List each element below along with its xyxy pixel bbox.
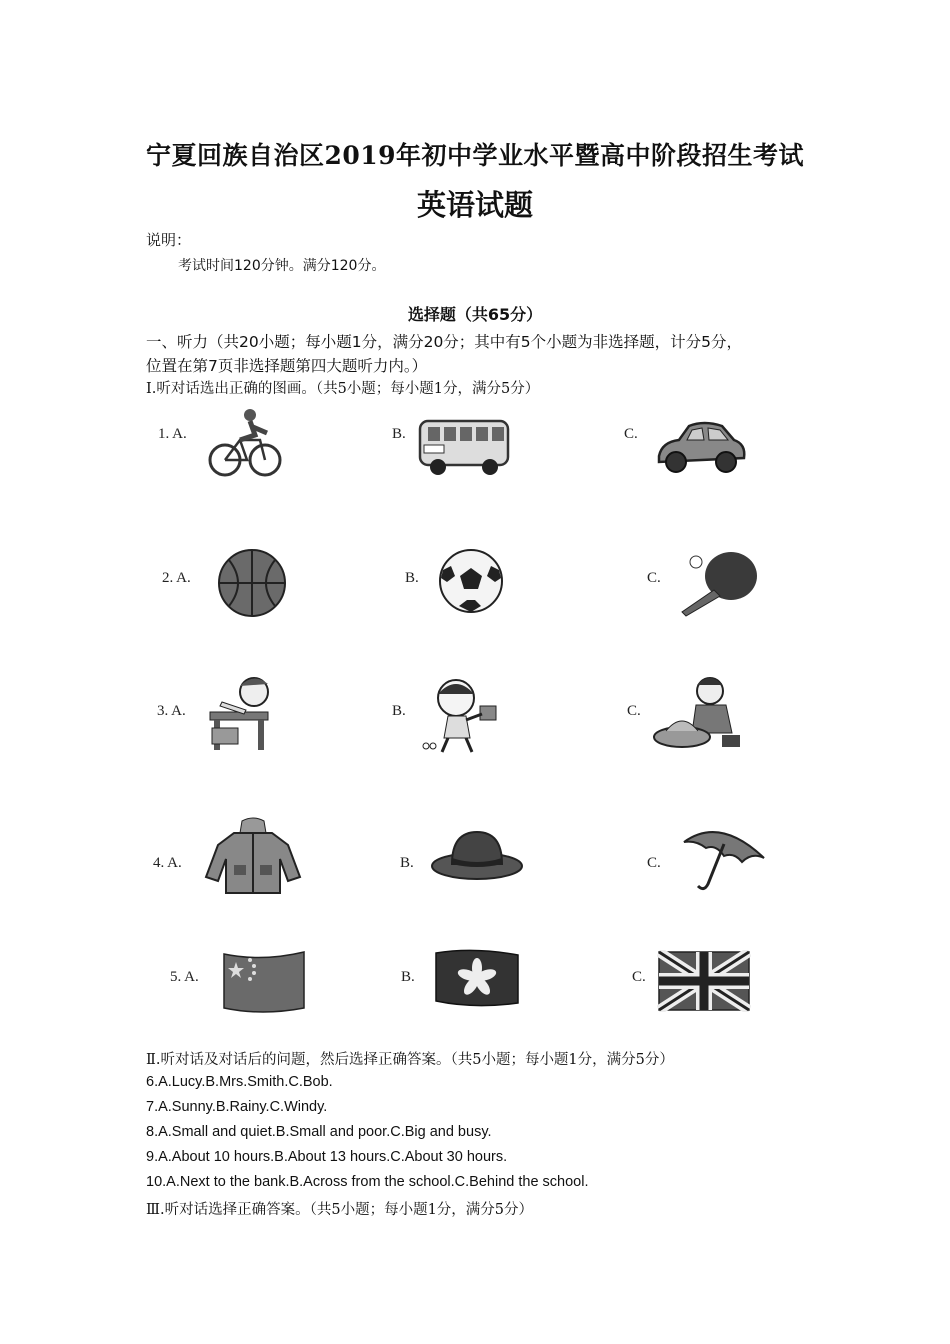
q1-label-c: C. — [624, 426, 638, 442]
q2-label-b: B. — [405, 570, 419, 586]
q4-label-b: B. — [400, 855, 414, 871]
bus-icon — [418, 415, 513, 477]
q3-label-c: C. — [627, 703, 641, 719]
car-icon — [654, 418, 749, 476]
q4-label-c: C. — [647, 855, 661, 871]
instructions-text: 考试时间120分钟。满分120分。 — [178, 258, 386, 274]
q3-label-a: 3. A. — [157, 703, 186, 719]
hong-kong-flag-icon — [434, 947, 520, 1011]
q1-label-a: 1. A. — [158, 426, 187, 442]
q3-label-b: B. — [392, 703, 406, 719]
q2-label-c: C. — [647, 570, 661, 586]
soccer-ball-icon — [437, 548, 505, 614]
question-7: 7.A.Sunny.B.Rainy.C.Windy. — [146, 1099, 328, 1115]
q4-label-a: 4. A. — [153, 855, 182, 871]
basketball-icon — [217, 548, 287, 618]
exam-subtitle: 英语试题 — [416, 188, 533, 222]
q5-label-c: C. — [632, 969, 646, 985]
boy-washing-icon — [652, 675, 744, 753]
part1-line1: 一、听力（共20小题；每小题1分，满分20分；其中有5个小题为非选择题，计分5分， — [146, 333, 743, 351]
china-flag-icon — [222, 950, 306, 1016]
question-10: 10.A.Next to the bank.B.Across from the school.C.Behind the school. — [146, 1174, 589, 1190]
part1-line2: 位置在第7页非选择题第四大题听力内。） — [146, 357, 428, 375]
ping-pong-paddle-icon — [676, 550, 761, 618]
section-title: 选择题（共65分） — [407, 305, 543, 324]
part1-sub1: Ⅰ.听对话选出正确的图画。（共5小题；每小题1分，满分5分） — [146, 381, 540, 397]
q2-label-a: 2. A. — [162, 570, 191, 586]
hat-icon — [430, 828, 525, 882]
q5-label-b: B. — [401, 969, 415, 985]
q5-label-a: 5. A. — [170, 969, 199, 985]
cyclist-icon — [205, 405, 285, 480]
boy-playing-icon — [418, 676, 503, 756]
umbrella-icon — [680, 822, 768, 894]
question-6: 6.A.Lucy.B.Mrs.Smith.C.Bob. — [146, 1074, 333, 1090]
exam-title: 宁夏回族自治区2019年初中学业水平暨高中阶段招生考试 — [145, 141, 805, 170]
instructions-label: 说明： — [146, 231, 192, 249]
part2-title: Ⅱ.听对话及对话后的问题，然后选择正确答案。（共5小题；每小题1分，满分5分） — [146, 1052, 674, 1068]
q1-label-b: B. — [392, 426, 406, 442]
jacket-icon — [204, 817, 302, 895]
uk-flag-icon — [657, 950, 751, 1012]
question-8: 8.A.Small and quiet.B.Small and poor.C.Big and busy. — [146, 1124, 492, 1140]
question-9: 9.A.About 10 hours.B.About 13 hours.C.About 30 hours. — [146, 1149, 508, 1165]
boy-reading-icon — [206, 672, 281, 754]
part3-title: Ⅲ.听对话选择正确答案。（共5小题；每小题1分，满分5分） — [146, 1202, 534, 1218]
